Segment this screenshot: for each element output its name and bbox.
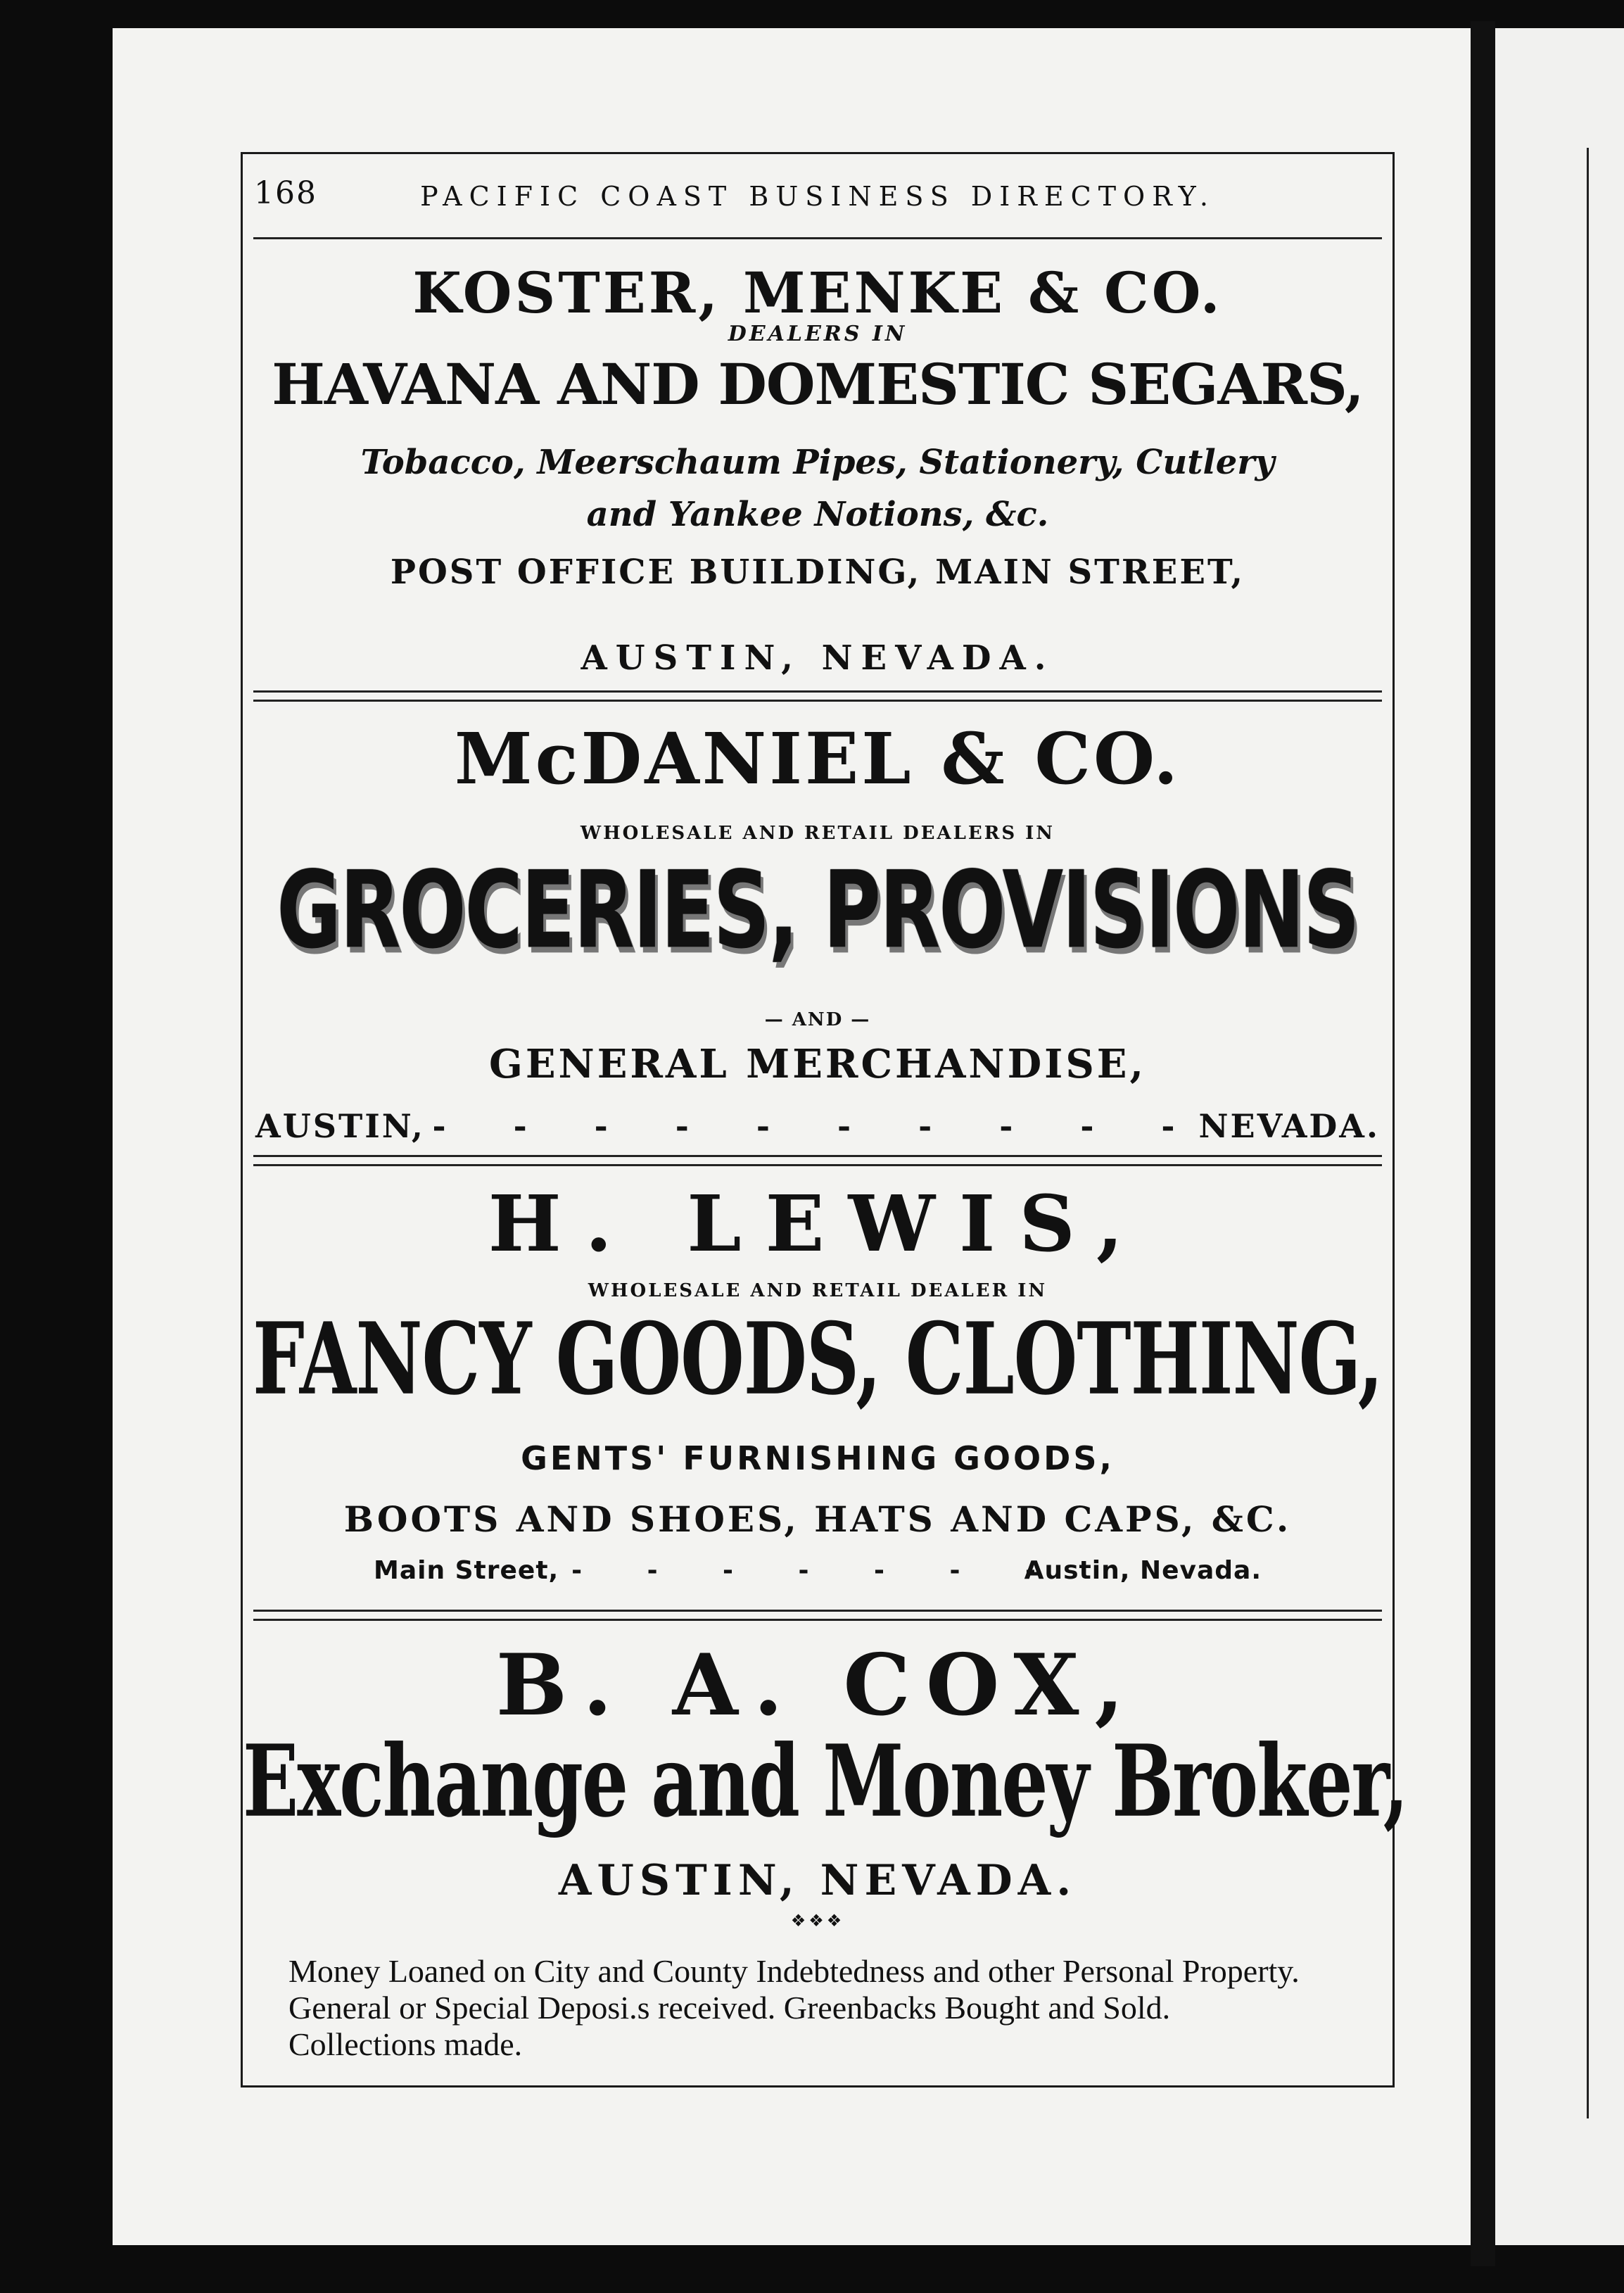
ad-divider <box>253 690 1382 702</box>
ad2-dots: - - - - - - - - - - <box>432 1107 1203 1145</box>
ad4-text-line: General or Special Deposi.s received. Greenbacks Bought and Sold. <box>288 1990 1171 2026</box>
ad3-headline-text: FANCY GOODS, CLOTHING, <box>253 1300 1383 1417</box>
ad4-firm: B. A. COX, <box>495 1636 1140 1735</box>
page-number: 168 <box>254 175 317 211</box>
ad1-city: AUSTIN, NEVADA. <box>581 638 1055 678</box>
ad2-subhead: GENERAL MERCHANDISE, <box>489 1041 1146 1087</box>
running-title: PACIFIC COAST BUSINESS DIRECTORY. <box>420 181 1215 212</box>
ad1-address: POST OFFICE BUILDING, MAIN STREET, <box>390 552 1245 592</box>
ad4-headline <box>243 1722 1407 1840</box>
ad-divider <box>253 1155 1382 1166</box>
ad2-city-right: NEVADA. <box>1198 1107 1380 1145</box>
ad2-headline-text: GROCERIES, PROVISIONS <box>277 849 1359 973</box>
ad4-text-line: Collections made. <box>288 2026 523 2062</box>
ad3-firm: H. LEWIS, <box>488 1178 1148 1269</box>
ad3-tagline: WHOLESALE AND RETAIL DEALER IN <box>588 1280 1048 1301</box>
ad3-dots: - - - - - - - <box>571 1556 1064 1585</box>
facing-page-frame <box>1587 148 1624 2118</box>
ad1-goods-line1: Tobacco, Meerschaum Pipes, Stationery, Cutlery <box>360 443 1275 482</box>
ad4-headline-text: Exchange and Money Broker, <box>243 1722 1407 1840</box>
book-spine <box>1471 21 1495 2266</box>
ad1-goods-line2: and Yankee Notions, &c. <box>586 495 1049 534</box>
head-rule <box>253 237 1382 239</box>
page-frame <box>241 152 1407 2087</box>
ad3-sub1: GENTS' FURNISHING GOODS, <box>521 1439 1115 1477</box>
ad3-address-left: Main Street, <box>374 1556 559 1585</box>
ad2-and: — AND — <box>764 1009 871 1030</box>
ad3-address-right: Austin, Nevada. <box>1024 1556 1262 1585</box>
facing-page <box>1495 28 1624 2245</box>
ornament-rule: ❖❖❖ <box>790 1911 845 1931</box>
ad-divider <box>253 1610 1382 1621</box>
ad4-city: AUSTIN, NEVADA. <box>558 1856 1077 1905</box>
ad4-body <box>288 1953 1378 2063</box>
ad1-firm: KOSTER, MENKE & CO. <box>412 260 1223 326</box>
ad2-firm: McDANIEL & CO. <box>454 717 1181 800</box>
ad4-text-line: Money Loaned on City and County Indebtedness and other Personal Property. <box>288 1953 1300 1989</box>
ad3-sub2: BOOTS AND SHOES, HATS AND CAPS, &C. <box>343 1498 1292 1540</box>
ad2-city-left: AUSTIN, <box>255 1107 425 1145</box>
running-head <box>243 175 1393 217</box>
ad3-headline <box>243 1300 1393 1417</box>
ad1-headline: HAVANA AND DOMESTIC SEGARS, <box>272 351 1364 417</box>
ad2-headline <box>243 849 1393 973</box>
ad1-tagline: DEALERS IN <box>728 322 908 346</box>
ad2-tagline: WHOLESALE AND RETAIL DEALERS IN <box>580 823 1055 844</box>
